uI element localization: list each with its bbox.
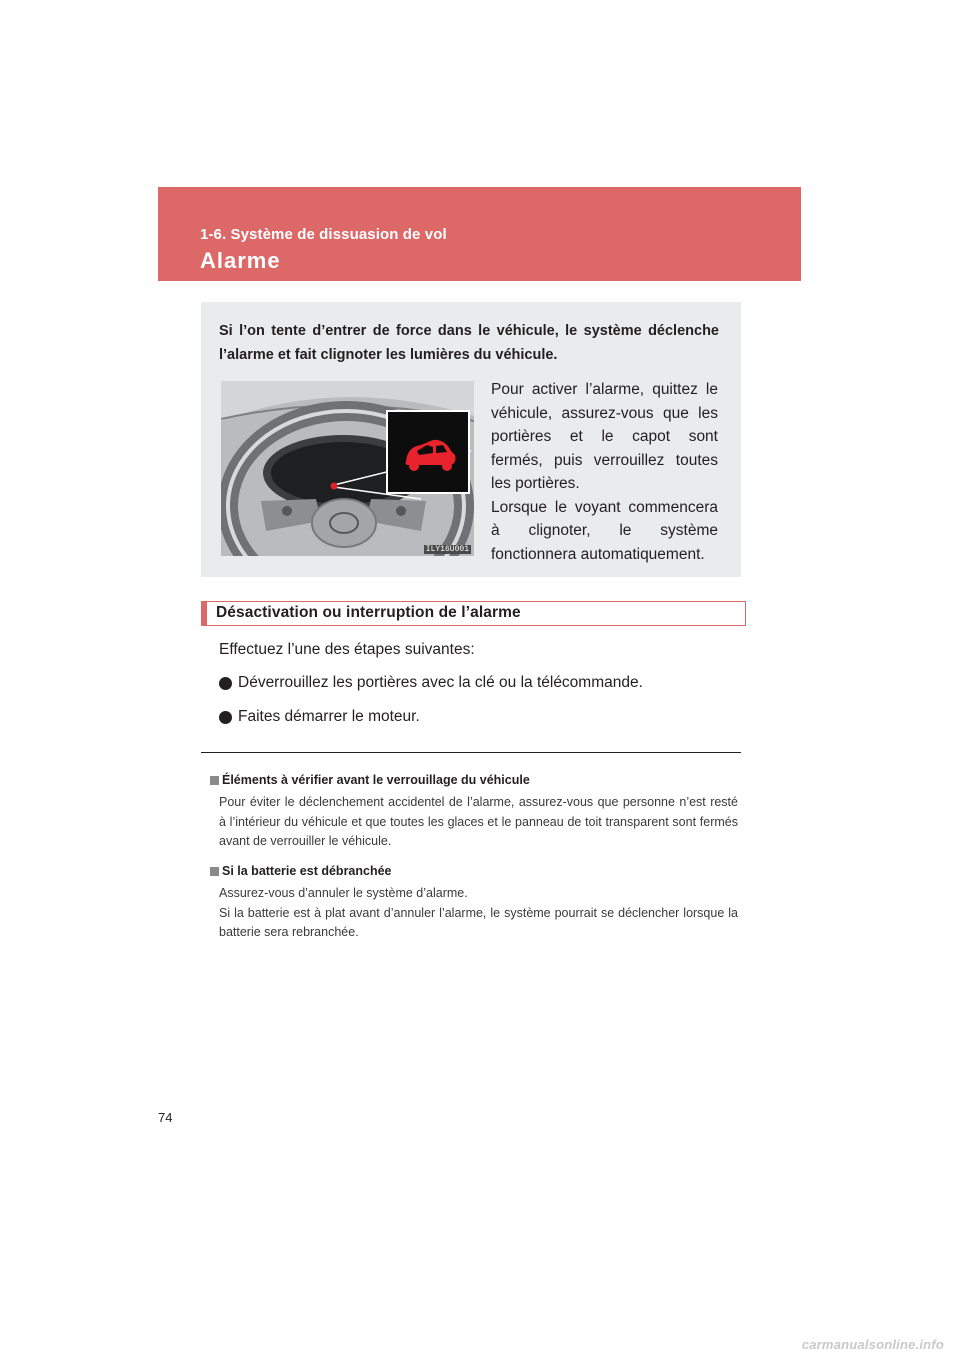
square-bullet-icon bbox=[210, 867, 219, 876]
note-title-text: Éléments à vérifier avant le verrouillage du véhicule bbox=[222, 773, 530, 787]
intro-detail-line: fermés, puis verrouillez toutes bbox=[491, 451, 718, 469]
section-label: 1-6. Système de dissuasion de vol bbox=[200, 226, 447, 243]
note-battery bbox=[210, 864, 738, 943]
note-line: Assurez-vous d’annuler le système d’alarme. bbox=[219, 886, 468, 900]
list-item bbox=[219, 674, 643, 708]
intro-detail-line: les portières. bbox=[491, 475, 580, 492]
page-number: 74 bbox=[158, 1110, 173, 1125]
watermark: carmanualsonline.info bbox=[801, 1337, 944, 1352]
subsection-title: Désactivation ou interruption de l’alarme bbox=[216, 604, 521, 621]
intro-detail-text bbox=[491, 378, 718, 566]
figure-code: ILY16U001 bbox=[425, 545, 469, 554]
note-body bbox=[219, 884, 738, 943]
intro-lead-text: Si l’on tente d’entrer de force dans le véhicule, le système déclenche l’alarme et fait clignoter les lumières du véhicule. bbox=[219, 323, 719, 363]
step-list bbox=[219, 674, 643, 742]
square-bullet-icon bbox=[210, 776, 219, 785]
steps-intro: Effectuez l’une des étapes suivantes: bbox=[219, 641, 475, 658]
step-text: Faites démarrer le moteur. bbox=[238, 708, 420, 725]
divider bbox=[201, 752, 741, 753]
page-title: Alarme bbox=[200, 248, 281, 273]
dashboard-illustration bbox=[221, 381, 474, 556]
step-text: Déverrouillez les portières avec la clé ou la télécommande. bbox=[238, 674, 643, 691]
note-line: Pour éviter le déclenchement accidentel de l’alarme, assurez-vous que personne n’est resté à l’intérieur du véhicule et que toutes les glaces et le panneau de toit transparent sont fermés avant de verrouiller le véhicule. bbox=[219, 795, 738, 848]
section-header bbox=[158, 187, 801, 281]
intro-detail-line: à clignoter, le système bbox=[491, 522, 718, 539]
subsection-header bbox=[201, 601, 746, 626]
intro-detail-line: portières et le capot sont bbox=[491, 428, 718, 445]
note-line: Si la batterie est à plat avant d’annuler l’alarme, le système pourrait se déclencher lorsque la batterie sera rebranchée. bbox=[219, 905, 738, 939]
note-locking-checks bbox=[210, 773, 738, 852]
bullet-icon bbox=[219, 711, 232, 724]
intro-detail-line: fonctionnera automatiquement. bbox=[491, 545, 705, 563]
intro-detail-line: véhicule, assurez-vous que les bbox=[491, 404, 718, 422]
steering-wheel-illustration bbox=[221, 381, 474, 556]
note-title bbox=[210, 773, 738, 787]
note-title-text: Si la batterie est débranchée bbox=[222, 864, 392, 878]
list-item bbox=[219, 708, 643, 742]
intro-box bbox=[201, 302, 741, 577]
bullet-icon bbox=[219, 677, 232, 690]
intro-detail-line: Lorsque le voyant commencera bbox=[491, 498, 718, 516]
intro-detail-line: Pour activer l’alarme, quittez le bbox=[491, 381, 718, 398]
note-title bbox=[210, 864, 738, 878]
note-body bbox=[219, 793, 738, 852]
